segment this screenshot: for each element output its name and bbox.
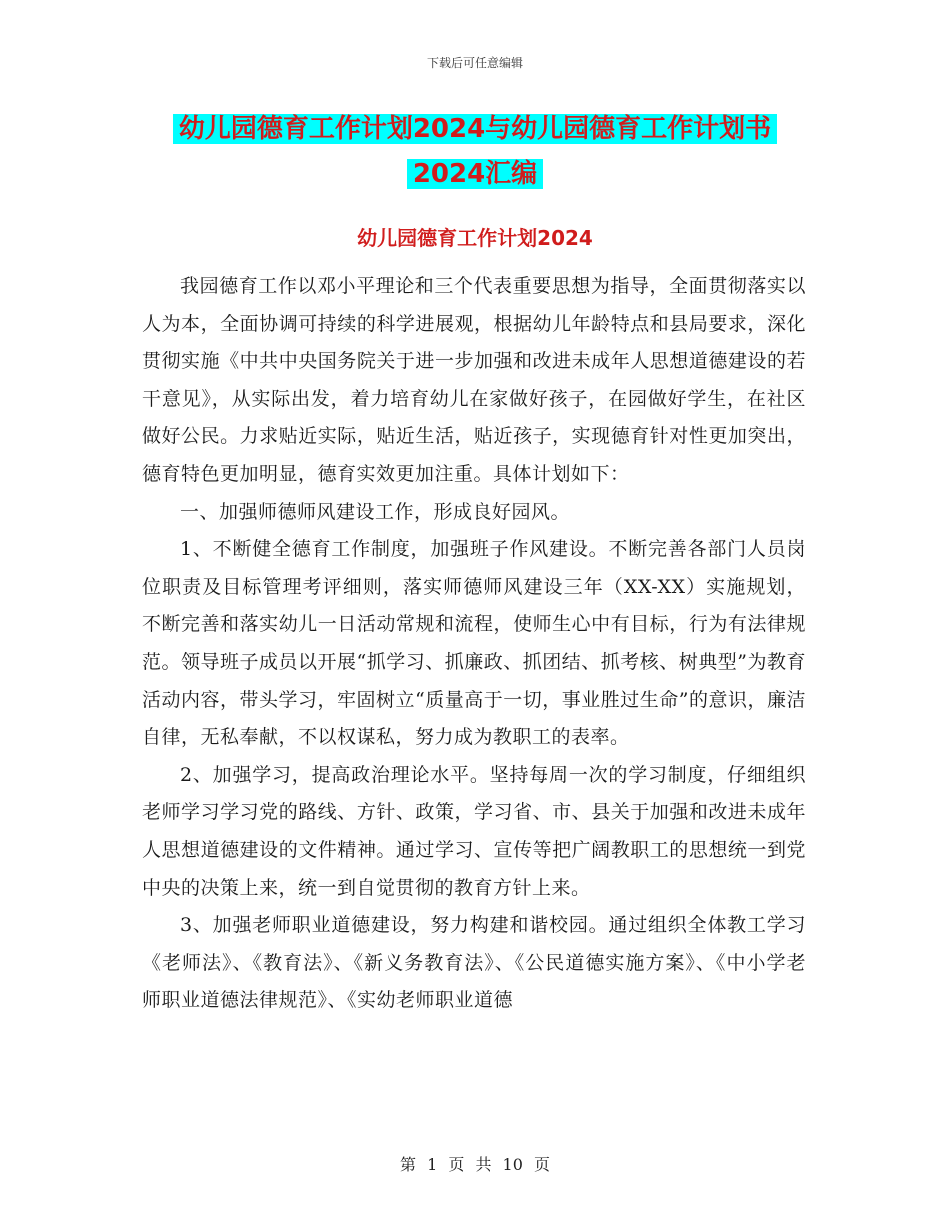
- document-title-line-2: 2024汇编: [407, 159, 543, 189]
- document-body: [142, 268, 806, 1020]
- paragraph-item-1: 1、不断健全德育工作制度，加强班子作风建设。不断完善各部门人员岗位职责及目标管理考评细则，落实师德师风建设三年（XX-XX）实施规划，不断完善和落实幼儿一日活动常规和流程，使师生心中有目标，行为有法律规范。领导班子成员以开展“抓学习、抓廉政、抓团结、抓考核、树典型”为教育活动内容，带头学习，牢固树立“质量高于一切，事业胜过生命”的意识，廉洁自律，无私奉献，不以权谋私，努力成为教职工的表率。: [142, 538, 806, 749]
- paragraph-intro: 我园德育工作以邓小平理论和三个代表重要思想为指导，全面贯彻落实以人为本，全面协调可持续的科学进展观，根据幼儿年龄特点和县局要求，深化贯彻实施《中共中央国务院关于进一步加强和改进未成年人思想道德建设的若干意见》，从实际出发，着力培育幼儿在家做好孩子，在园做好学生，在社区做好公民。力求贴近实际，贴近生活，贴近孩子，实现德育针对性更加突出，德育特色更加明显，德育实效更加注重。具体计划如下：: [142, 275, 806, 485]
- paragraph-item-3: 3、加强老师职业道德建设，努力构建和谐校园。通过组织全体教工学习《老师法》、《教育法》、《新义务教育法》、《公民道德实施方案》、《中小学老师职业道德法律规范》、《实幼老师职业道德: [142, 914, 806, 1012]
- paragraph-heading-1: 一、加强师德师风建设工作，形成良好园风。: [180, 500, 571, 523]
- document-title-line-1: 幼儿园德育工作计划2024与幼儿园德育工作计划书: [173, 114, 777, 144]
- paragraph-item-2: 2、加强学习，提高政治理论水平。坚持每周一次的学习制度，仔细组织老师学习学习党的路线、方针、政策，学习省、市、县关于加强和改进未成年人思想道德建设的文件精神。通过学习、宣传等把广阔教职工的思想统一到党中央的决策上来，统一到自觉贯彻的教育方针上来。: [142, 763, 806, 899]
- page-footer: 第 1 页 共 10 页: [400, 1155, 550, 1174]
- section-title: 幼儿园德育工作计划2024: [357, 226, 593, 250]
- document-title: [0, 108, 950, 198]
- page-header: 下载后可任意编辑: [426, 56, 523, 70]
